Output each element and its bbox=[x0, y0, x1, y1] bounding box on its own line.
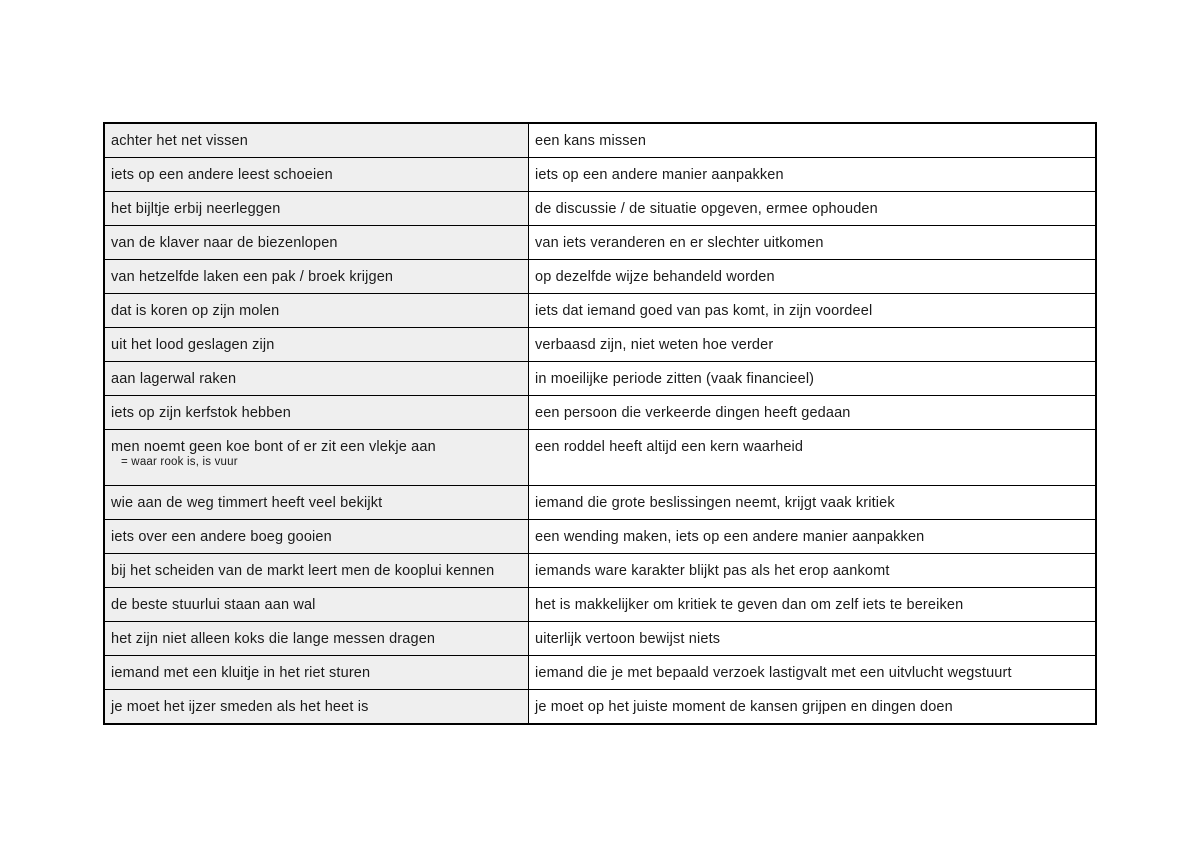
table-row bbox=[104, 396, 1096, 430]
expression-cell: het bijltje erbij neerleggen bbox=[104, 192, 529, 226]
expression-cell: iemand met een kluitje in het riet sturen bbox=[104, 656, 529, 690]
meaning-cell: iemand die grote beslissingen neemt, krijgt vaak kritiek bbox=[529, 486, 1097, 520]
table-row bbox=[104, 622, 1096, 656]
expression-cell: het zijn niet alleen koks die lange messen dragen bbox=[104, 622, 529, 656]
meaning-cell: verbaasd zijn, niet weten hoe verder bbox=[529, 328, 1097, 362]
meaning-cell: op dezelfde wijze behandeld worden bbox=[529, 260, 1097, 294]
expression-cell: iets op zijn kerfstok hebben bbox=[104, 396, 529, 430]
table-row bbox=[104, 328, 1096, 362]
table-row bbox=[104, 690, 1096, 725]
meaning-cell: de discussie / de situatie opgeven, ermee ophouden bbox=[529, 192, 1097, 226]
meaning-cell: iets dat iemand goed van pas komt, in zijn voordeel bbox=[529, 294, 1097, 328]
expression-cell: van de klaver naar de biezenlopen bbox=[104, 226, 529, 260]
meaning-cell: iemands ware karakter blijkt pas als het erop aankomt bbox=[529, 554, 1097, 588]
meaning-cell: een persoon die verkeerde dingen heeft gedaan bbox=[529, 396, 1097, 430]
expression-cell: aan lagerwal raken bbox=[104, 362, 529, 396]
table-row bbox=[104, 192, 1096, 226]
meaning-cell: je moet op het juiste moment de kansen grijpen en dingen doen bbox=[529, 690, 1097, 725]
table-row bbox=[104, 430, 1096, 486]
table-row bbox=[104, 260, 1096, 294]
table-row bbox=[104, 520, 1096, 554]
meaning-cell: een kans missen bbox=[529, 123, 1097, 158]
table-row bbox=[104, 294, 1096, 328]
table-row bbox=[104, 123, 1096, 158]
meaning-cell: uiterlijk vertoon bewijst niets bbox=[529, 622, 1097, 656]
meaning-cell: het is makkelijker om kritiek te geven dan om zelf iets te bereiken bbox=[529, 588, 1097, 622]
expression-note: = waar rook is, is vuur bbox=[121, 456, 238, 468]
expression-cell: iets op een andere leest schoeien bbox=[104, 158, 529, 192]
meaning-cell: een wending maken, iets op een andere manier aanpakken bbox=[529, 520, 1097, 554]
expression-cell bbox=[104, 430, 529, 486]
expression-text: men noemt geen koe bont of er zit een vlekje aan bbox=[111, 439, 436, 455]
table-row bbox=[104, 226, 1096, 260]
meaning-cell: in moeilijke periode zitten (vaak financieel) bbox=[529, 362, 1097, 396]
expression-cell: iets over een andere boeg gooien bbox=[104, 520, 529, 554]
expressions-table bbox=[103, 122, 1097, 725]
expression-cell: uit het lood geslagen zijn bbox=[104, 328, 529, 362]
table-row bbox=[104, 588, 1096, 622]
table-row bbox=[104, 656, 1096, 690]
table-row bbox=[104, 158, 1096, 192]
expression-cell: wie aan de weg timmert heeft veel bekijkt bbox=[104, 486, 529, 520]
expression-cell: de beste stuurlui staan aan wal bbox=[104, 588, 529, 622]
meaning-cell: een roddel heeft altijd een kern waarheid bbox=[529, 430, 1097, 486]
expression-cell: je moet het ijzer smeden als het heet is bbox=[104, 690, 529, 725]
table-row bbox=[104, 486, 1096, 520]
expression-cell: bij het scheiden van de markt leert men de kooplui kennen bbox=[104, 554, 529, 588]
expression-cell: dat is koren op zijn molen bbox=[104, 294, 529, 328]
expression-cell: van hetzelfde laken een pak / broek krijgen bbox=[104, 260, 529, 294]
meaning-cell: iemand die je met bepaald verzoek lastigvalt met een uitvlucht wegstuurt bbox=[529, 656, 1097, 690]
meaning-cell: van iets veranderen en er slechter uitkomen bbox=[529, 226, 1097, 260]
meaning-cell: iets op een andere manier aanpakken bbox=[529, 158, 1097, 192]
table-row bbox=[104, 554, 1096, 588]
table-row bbox=[104, 362, 1096, 396]
expression-cell: achter het net vissen bbox=[104, 123, 529, 158]
